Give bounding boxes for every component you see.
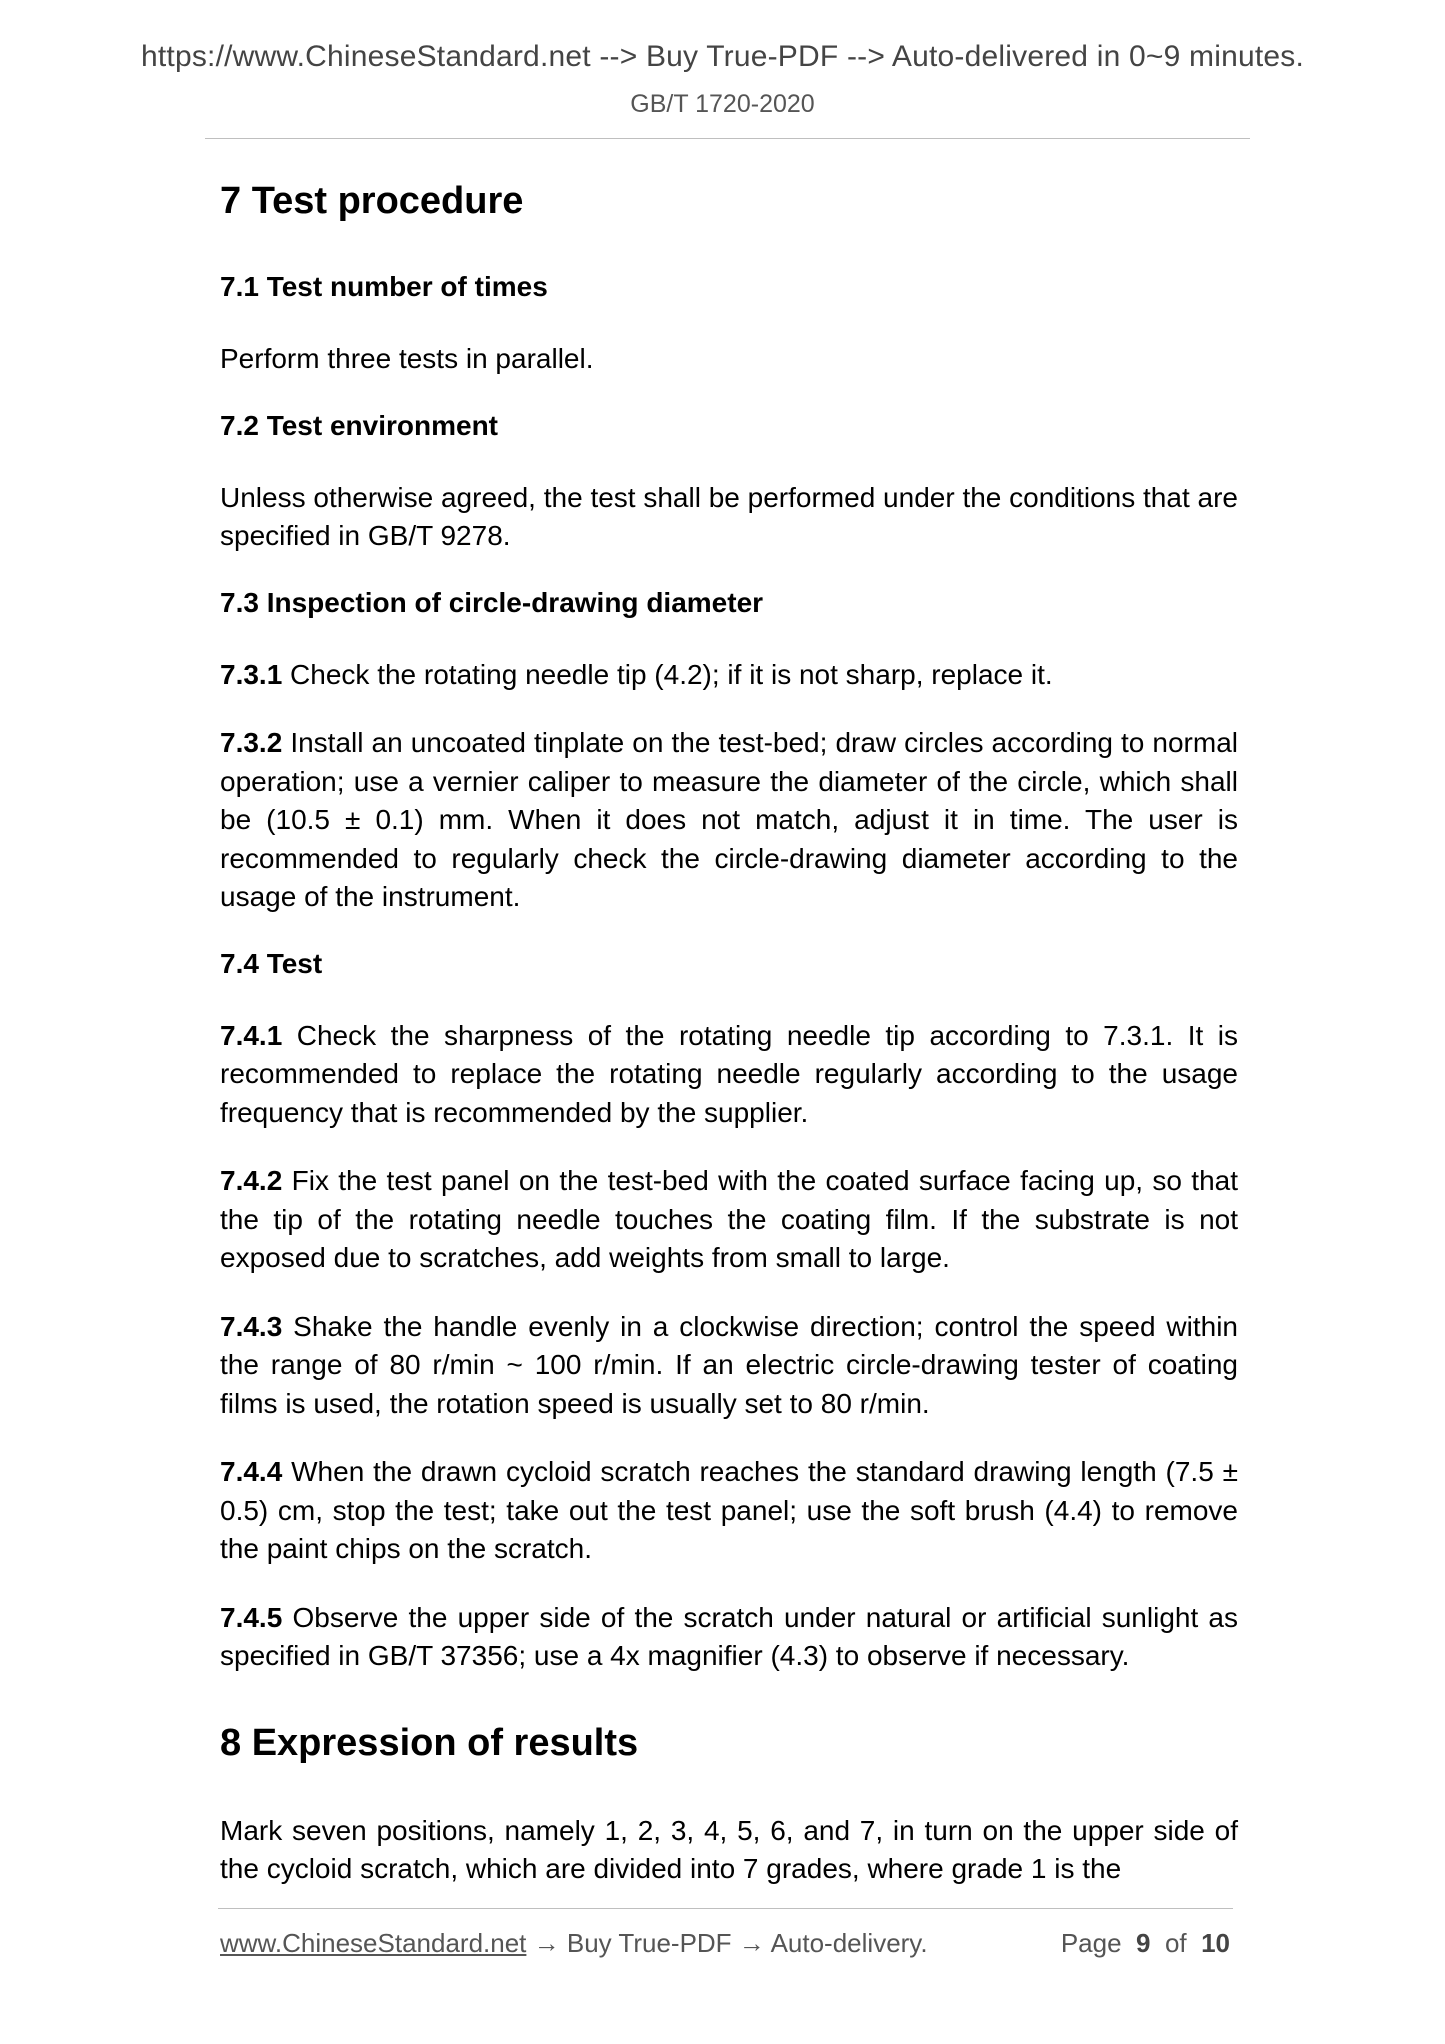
clause-text: Install an uncoated tinplate on the test-bed; draw circles according to normal operation; use a vernier caliper to measure the diameter of the circle, which shall be (10.5 ± 0.1) mm. When it does not match, adjust it in time. The user is recommended to regularly check the circle-drawing diameter according to the usage of the instrument.: [220, 727, 1238, 912]
paragraph-7-4-5: [220, 1599, 1238, 1676]
clause-number: 7.4.3: [220, 1310, 283, 1342]
clause-number: 7.4.1: [220, 1019, 283, 1051]
page-number: 9: [1136, 1928, 1151, 1958]
clause-text: Shake the handle evenly in a clockwise direction; control the speed within the range of 80 r/min ~ 100 r/min. If an electric circle-drawing tester of coating films is used, the rotation speed is usually set to 80 r/min.: [220, 1310, 1238, 1419]
of-label: of: [1164, 1928, 1187, 1958]
clause-number: 7.3.1: [220, 658, 283, 690]
clause-text: Fix the test panel on the test-bed with the coated surface facing up, so that the tip of the rotating needle touches the coating film. If the substrate is not exposed due to scratches, add weights from small to large.: [220, 1165, 1238, 1273]
page-total: 10: [1201, 1928, 1230, 1958]
clause-number: 7.4.4: [220, 1456, 283, 1487]
section-7-1-text: Perform three tests in parallel.: [220, 343, 594, 374]
top-banner[interactable]: https://www.ChineseStandard.net --> Buy True-PDF --> Auto-delivered in 0~9 minutes.: [141, 40, 1304, 73]
paragraph-7-3-2: [220, 724, 1238, 917]
clause-text: Check the sharpness of the rotating needle tip according to 7.3.1. It is recommended to replace the rotating needle regularly according to the usage frequency that is recommended by the supplier.: [220, 1019, 1238, 1128]
footer-tagline: → Buy True-PDF → Auto-delivery.: [526, 1928, 928, 1958]
section-7-heading: 7 Test procedure: [220, 180, 524, 222]
document-code: GB/T 1720-2020: [630, 90, 815, 118]
page-indicator: [1061, 1928, 1230, 1959]
section-7-2-heading: 7.2 Test environment: [220, 409, 499, 441]
clause-number: 7.3.2: [220, 727, 283, 758]
page-label: Page: [1060, 1928, 1122, 1958]
clause-text: When the drawn cycloid scratch reaches the standard drawing length (7.5 ± 0.5) cm, stop the test; take out the test panel; use the soft brush (4.4) to remove the paint chips on the scratch.: [220, 1456, 1238, 1564]
footer-website-link[interactable]: www.ChineseStandard.net: [220, 1928, 527, 1958]
clause-number: 7.4.2: [220, 1165, 283, 1196]
paragraph-7-4-3: [220, 1308, 1238, 1424]
header-divider: [205, 138, 1250, 139]
footer-divider: [218, 1908, 1233, 1909]
paragraph-7-4-4: [220, 1453, 1238, 1569]
clause-text: Check the rotating needle tip (4.2); if it is not sharp, replace it.: [282, 658, 1053, 690]
section-7-2-text: Unless otherwise agreed, the test shall be performed under the conditions that are specified in GB/T 9278.: [220, 481, 1238, 551]
section-8-heading: 8 Expression of results: [220, 1721, 639, 1764]
clause-number: 7.4.5: [220, 1601, 283, 1633]
paragraph-7-4-2: [220, 1162, 1238, 1278]
section-7-3-heading: 7.3 Inspection of circle-drawing diameter: [220, 586, 764, 618]
paragraph-7-4-1: [220, 1017, 1238, 1133]
section-7-1-heading: 7.1 Test number of times: [220, 271, 548, 302]
paragraph-7-3-1: [220, 656, 1238, 695]
section-8-text: Mark seven positions, namely 1, 2, 3, 4, 5, 6, and 7, in turn on the upper side of the cycloid scratch, which are divided into 7 grades, where grade 1 is the: [220, 1814, 1238, 1884]
page-content: [220, 178, 1238, 1919]
clause-text: Observe the upper side of the scratch under natural or artificial sunlight as specified in GB/T 37356; use a 4x magnifier (4.3) to observe if necessary.: [220, 1601, 1238, 1671]
section-7-4-heading: 7.4 Test: [220, 947, 323, 979]
page-footer: [220, 1928, 1230, 1959]
